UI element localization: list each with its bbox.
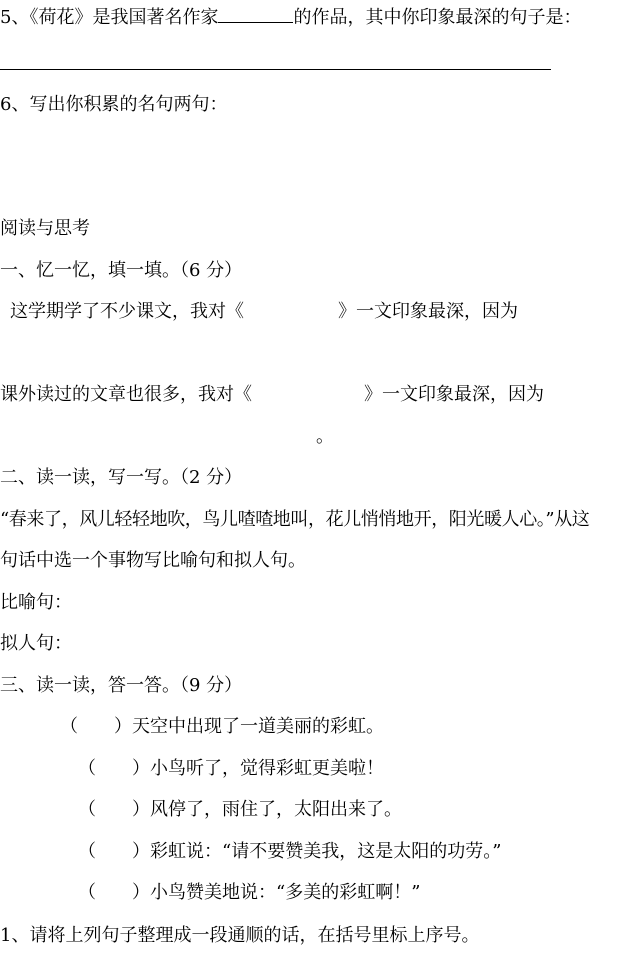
section1-heading: 一、忆一忆，填一填。（6 分） [0, 260, 243, 281]
section1-line1-after: 》一文印象最深，因为 [338, 301, 518, 322]
reading-title: 阅读与思考 [0, 218, 90, 239]
q5-line [0, 4, 581, 28]
section3-heading: 三、读一读，答一答。（9 分） [0, 675, 243, 696]
section1-period: 。 [316, 426, 334, 447]
q5-text-before: 5、《荷花》是我国著名作家 [0, 7, 219, 28]
section3-item: （ ）天空中出现了一道美丽的彩虹。 [60, 716, 384, 737]
section2-heading: 二、读一读，写一写。（2 分） [0, 467, 243, 488]
section1-line1 [10, 300, 518, 324]
author-blank [218, 4, 293, 23]
personification-label: 拟人句： [0, 633, 72, 654]
section1-line2 [0, 383, 544, 407]
section1-line2-after: 》一文印象最深，因为 [364, 384, 544, 405]
q6-line: 6、写出你积累的名句两句： [0, 94, 228, 115]
section3-item: （ ）风停了，雨住了，太阳出来了。 [78, 799, 402, 820]
answer-line [0, 69, 551, 70]
section3-item: （ ）小鸟听了，觉得彩虹更美啦！ [78, 758, 384, 779]
section3-question1: 1、请将上列句子整理成一段通顺的话，在括号里标上序号。 [0, 925, 480, 946]
section1-line1-before: 这学期学了不少课文，我对《 [10, 301, 244, 322]
simile-label: 比喻句： [0, 592, 72, 613]
section3-item: （ ）小鸟赞美地说：“多美的彩虹啊！” [78, 882, 421, 903]
section1-line2-before: 课外读过的文章也很多，我对《 [0, 384, 252, 405]
q5-text-after: 的作品，其中你印象最深的句子是： [293, 7, 582, 28]
section2-quote-line2: 句话中选一个事物写比喻句和拟人句。 [0, 550, 306, 571]
section3-item: （ ）彩虹说：“请不要赞美我，这是太阳的功劳。” [78, 841, 502, 862]
section2-quote-line1: “春来了，风儿轻轻地吹，鸟儿喳喳地叫，花儿悄悄地开，阳光暖人心。”从这 [0, 509, 590, 530]
